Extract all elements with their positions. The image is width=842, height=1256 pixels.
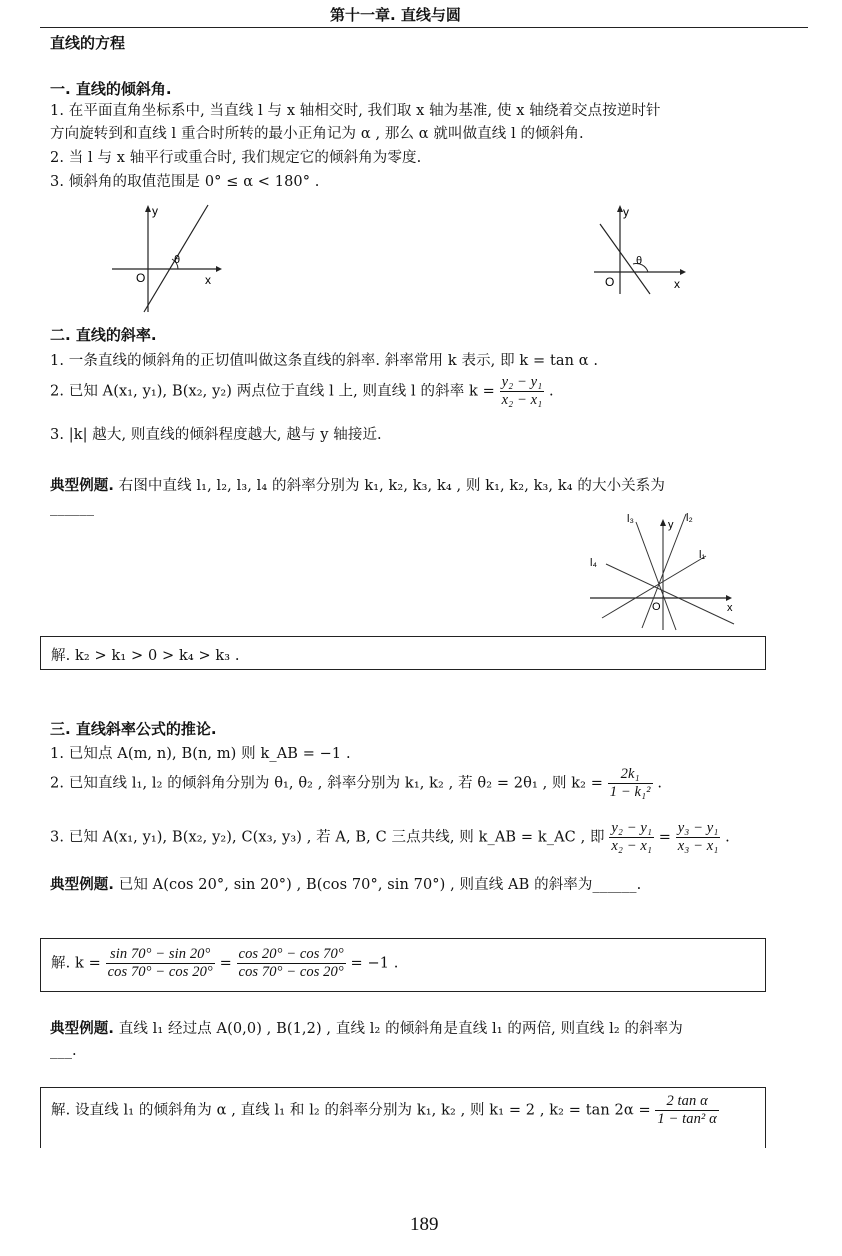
page-number: 189 bbox=[410, 1214, 439, 1235]
s3-f1-den: x₂ − x₁ bbox=[611, 838, 653, 854]
example-3-question bbox=[50, 1017, 683, 1038]
fig1-x-arrow bbox=[216, 266, 222, 272]
answer-2-end: = −1 . bbox=[350, 955, 399, 972]
fig2-y-label: y bbox=[623, 205, 629, 219]
s3-line-3-eq: = bbox=[658, 829, 671, 846]
chapter-title: 第十一章. 直线与圆 bbox=[330, 6, 461, 24]
answer-3-fraction bbox=[655, 1093, 718, 1128]
section-3-title: 三. 直线斜率公式的推论. bbox=[50, 720, 217, 738]
s3-double-angle-fraction bbox=[608, 766, 653, 801]
fig2-x-label: x bbox=[674, 277, 680, 291]
fig3-l3-label: l₃ bbox=[627, 513, 634, 525]
section-2-title: 二. 直线的斜率. bbox=[50, 326, 157, 344]
s2-slope-fraction bbox=[500, 374, 545, 409]
example-2-question bbox=[50, 873, 641, 894]
s3-line-3 bbox=[50, 820, 730, 855]
fig1-x-label: x bbox=[205, 273, 211, 287]
s3-line-3-end: . bbox=[725, 829, 730, 846]
header-rule bbox=[40, 27, 808, 28]
s2-line-2 bbox=[50, 374, 554, 409]
s3-f2-den: x₃ − x₁ bbox=[677, 838, 719, 854]
s2-frac-num: y₂ − y₁ bbox=[501, 374, 543, 390]
s1-line-1b: 方向旋转到和直线 l 重合时所转的最小正角记为 α , 那么 α 就叫做直线 l 的倾斜角. bbox=[50, 126, 584, 142]
example-1-blank: ______ bbox=[50, 500, 95, 516]
example-3-text: 直线 l₁ 经过点 A(0,0) , B(1,2) , 直线 l₂ 的倾斜角是直线 l₁ 的两倍, 则直线 l₂ 的斜率为 bbox=[118, 1021, 683, 1037]
example-2-label: 典型例题. bbox=[50, 877, 115, 893]
fig3-l2-label: l₂ bbox=[686, 512, 693, 524]
s3-f1-num: y₂ − y₁ bbox=[611, 820, 653, 836]
answer-2-fraction-2 bbox=[237, 946, 346, 981]
answer-2-f2-num: cos 20° − cos 70° bbox=[238, 946, 344, 962]
fig3-line-l2 bbox=[642, 514, 686, 628]
s3-line-3-text: 3. 已知 A(x₁, y₁), B(x₂, y₂), C(x₃, y₃) , 若 A, B, C 三点共线, 则 k_AB = k_AC , 即 bbox=[50, 829, 605, 846]
answer-2-f1-num: sin 70° − sin 20° bbox=[106, 946, 215, 964]
s3-line-2 bbox=[50, 766, 662, 801]
fig3-x-arrow bbox=[726, 595, 732, 601]
fig2-origin-label: O bbox=[605, 275, 615, 289]
example-3-blank: ___. bbox=[50, 1043, 77, 1059]
figure-3-four-lines bbox=[586, 508, 746, 633]
s3-line-1: 1. 已知点 A(m, n), B(n, m) 则 k_AB = −1 . bbox=[50, 746, 351, 762]
answer-box-3 bbox=[40, 1087, 766, 1148]
s2-line-2-end: . bbox=[548, 383, 554, 400]
fig1-origin-label: O bbox=[136, 271, 146, 285]
example-1-question bbox=[50, 474, 665, 495]
answer-3-line bbox=[51, 1093, 719, 1128]
fig2-theta-label: θ bbox=[636, 255, 643, 267]
fig3-origin-label: O bbox=[652, 601, 661, 613]
answer-box-2 bbox=[40, 938, 766, 992]
figure-1-positive-slope bbox=[108, 200, 228, 315]
fig1-y-arrow bbox=[145, 205, 151, 212]
topic-title: 直线的方程 bbox=[50, 34, 126, 52]
s2-line-1: 1. 一条直线的倾斜角的正切值叫做这条直线的斜率. 斜率常用 k 表示, 即 k = tan α . bbox=[50, 353, 599, 369]
s3-frac-den: 1 − k₁² bbox=[609, 784, 651, 800]
answer-2-line bbox=[51, 946, 398, 981]
s1-line-3: 3. 倾斜角的取值范围是 0° ≤ α < 180° . bbox=[50, 174, 320, 190]
s3-frac-num: 2k₁ bbox=[608, 766, 653, 784]
s3-f2-num: y₃ − y₁ bbox=[677, 820, 719, 836]
answer-2-prefix: 解. k = bbox=[51, 955, 101, 972]
answer-box-1 bbox=[40, 636, 766, 670]
answer-3-f-num: 2 tan α bbox=[655, 1093, 718, 1111]
s3-line-2-text: 2. 已知直线 l₁, l₂ 的倾斜角分别为 θ₁, θ₂ , 斜率分别为 k₁, k₂ , 若 θ₂ = 2θ₁ , 则 k₂ = bbox=[50, 775, 604, 792]
figure-2-negative-slope bbox=[592, 202, 692, 297]
example-1-text: 右图中直线 l₁, l₂, l₃, l₄ 的斜率分别为 k₁, k₂, k₃, k₄ , 则 k₁, k₂, k₃, k₄ 的大小关系为 bbox=[118, 478, 665, 494]
fig3-y-arrow bbox=[660, 519, 666, 526]
s2-line-2-text: 2. 已知 A(x₁, y₁), B(x₂, y₂) 两点位于直线 l 上, 则直线 l 的斜率 k = bbox=[50, 383, 495, 400]
s1-line-2: 2. 当 l 与 x 轴平行或重合时, 我们规定它的倾斜角为零度. bbox=[50, 150, 422, 166]
answer-3-f-den: 1 − tan² α bbox=[657, 1111, 717, 1127]
answer-2-f2-den: cos 70° − cos 20° bbox=[238, 964, 344, 980]
s1-line-1a: 1. 在平面直角坐标系中, 当直线 l 与 x 轴相交时, 我们取 x 轴为基准, 使 x 轴绕着交点按逆时针 bbox=[50, 103, 661, 119]
s3-line-2-end: . bbox=[657, 775, 663, 792]
example-1-label: 典型例题. bbox=[50, 478, 115, 494]
s2-frac-den: x₂ − x₁ bbox=[501, 392, 543, 408]
fig3-y-label: y bbox=[668, 519, 674, 531]
answer-2-f1-den: cos 70° − cos 20° bbox=[107, 964, 213, 980]
s3-slope-fraction-ac bbox=[676, 820, 721, 855]
fig3-l1-label: l₁ bbox=[699, 549, 706, 561]
answer-2-eq: = bbox=[219, 955, 232, 972]
fig1-theta-label: θ bbox=[174, 254, 181, 266]
fig3-x-label: x bbox=[727, 602, 733, 614]
section-1-title: 一. 直线的倾斜角. bbox=[50, 80, 172, 98]
fig1-y-label: y bbox=[152, 204, 158, 218]
fig2-x-arrow bbox=[680, 269, 686, 275]
answer-1-text: 解. k₂ > k₁ > 0 > k₄ > k₃ . bbox=[51, 648, 240, 664]
fig3-l4-label: l₄ bbox=[590, 557, 597, 569]
fig3-line-l3 bbox=[636, 522, 676, 630]
s3-slope-fraction-ab bbox=[609, 820, 654, 855]
example-2-text: 已知 A(cos 20°, sin 20°) , B(cos 70°, sin 70°) , 则直线 AB 的斜率为______. bbox=[118, 877, 642, 893]
answer-3-text: 解. 设直线 l₁ 的倾斜角为 α , 直线 l₁ 和 l₂ 的斜率分别为 k₁, k₂ , 则 k₁ = 2 , k₂ = tan 2α = bbox=[51, 1102, 651, 1119]
example-3-label: 典型例题. bbox=[50, 1021, 115, 1037]
answer-2-fraction-1 bbox=[106, 946, 215, 981]
s2-line-3: 3. |k| 越大, 则直线的倾斜程度越大, 越与 y 轴接近. bbox=[50, 427, 382, 443]
